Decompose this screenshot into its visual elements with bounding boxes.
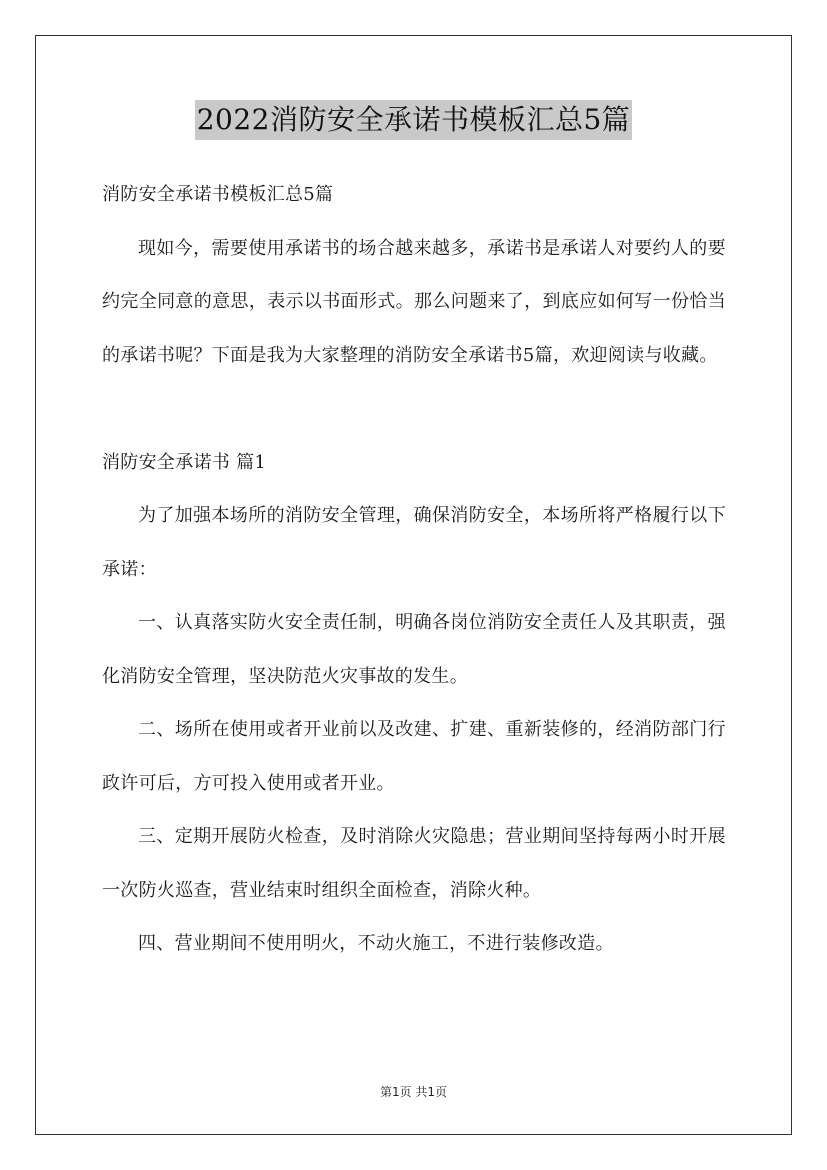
paragraph-spacer	[102, 382, 726, 436]
page-footer: 第1页 共1页	[379, 1085, 448, 1099]
title-container	[0, 100, 827, 140]
body-paragraph: 二、场所在使用或者开业前以及改建、扩建、重新装修的，经消防部门行政许可后，方可投入使用或者开业。	[102, 719, 726, 794]
section-heading: 消防安全承诺书 篇1	[102, 451, 267, 473]
document-body	[102, 168, 726, 971]
body-paragraph: 三、定期开展防火检查，及时消除火灾隐患；营业期间坚持每两小时开展一次防火巡查，营业结束时组织全面检查，消除火种。	[102, 826, 726, 901]
body-paragraph: 为了加强本场所的消防安全管理，确保消防安全，本场所将严格履行以下承诺：	[102, 505, 726, 580]
body-paragraph: 一、认真落实防火安全责任制，明确各岗位消防安全责任人及其职责，强化消防安全管理，坚决防范火灾事故的发生。	[102, 612, 726, 687]
document-subtitle: 消防安全承诺书模板汇总5篇	[102, 184, 334, 205]
body-paragraph: 现如今，需要使用承诺书的场合越来越多，承诺书是承诺人对要约人的要约完全同意的意思，表示以书面形式。那么问题来了，到底应如何写一份恰当的承诺书呢？下面是我为大家整理的消防安全承诺书5篇，欢迎阅读与收藏。	[102, 237, 726, 366]
body-paragraph: 四、营业期间不使用明火，不动火施工，不进行装修改造。	[138, 933, 614, 954]
document-title: 2022消防安全承诺书模板汇总5篇	[195, 100, 633, 140]
